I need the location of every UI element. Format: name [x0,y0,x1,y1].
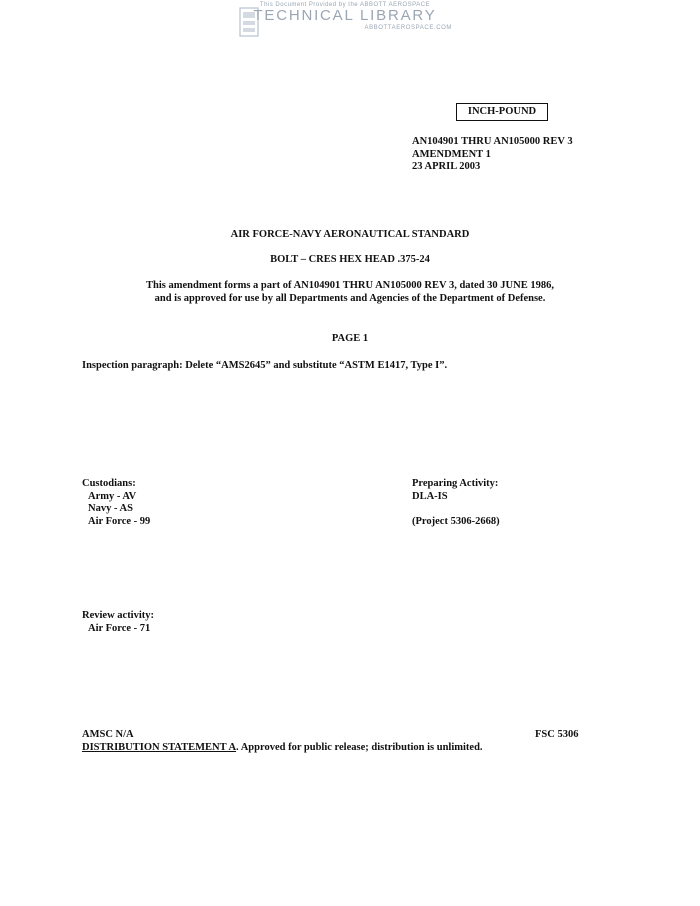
watermark-title: TECHNICAL LIBRARY [253,7,437,24]
preparing-activity-block [412,478,500,528]
intro-line-1: This amendment forms a part of AN104901 THRU AN105000 REV 3, dated 30 JUNE 1986, [146,280,554,291]
review-activity-block [82,610,154,635]
watermark-provided-by: This Document Provided by the ABBOTT AEROSPACE [259,2,431,8]
custodians-heading: Custodians: [82,478,136,489]
fsc-label: FSC 5306 [535,729,579,740]
inch-pound-box: INCH-POUND [456,103,548,121]
review-heading: Review activity: [82,610,155,621]
distribution-statement [82,742,483,755]
inspection-paragraph: Inspection paragraph: Delete “AMS2645” and substitute “ASTM E1417, Type I”. [82,360,448,371]
amendment-number: AMENDMENT 1 [412,148,491,160]
review-item: Air Force - 71 [88,622,151,634]
distribution-label: DISTRIBUTION STATEMENT A [82,742,237,753]
preparing-activity: DLA-IS [412,490,448,502]
doc-id-block [412,136,573,174]
intro-line-2: and is approved for use by all Departments and Agencies of the Department of Defense. [154,292,546,304]
distribution-text: . Approved for public release; distribution is unlimited. [236,742,483,753]
doc-number: AN104901 THRU AN105000 REV 3 [412,136,573,147]
custodian-item: Army - AV [88,490,137,502]
watermark-url: ABBOTTAEROSPACE.COM [364,25,452,31]
subject-title: BOLT – CRES HEX HEAD .375-24 [270,254,430,265]
custodians-block [82,478,150,528]
standard-title: AIR FORCE-NAVY AERONAUTICAL STANDARD [230,229,470,240]
intro-paragraph [0,280,700,305]
project-number: (Project 5306-2668) [412,515,500,527]
page-heading: PAGE 1 [331,333,369,344]
amendment-date: 23 APRIL 2003 [412,161,481,172]
preparing-heading: Preparing Activity: [412,478,499,489]
custodian-item: Navy - AS [88,503,133,514]
custodian-item: Air Force - 99 [88,515,151,527]
amsc-label: AMSC N/A [82,729,134,740]
